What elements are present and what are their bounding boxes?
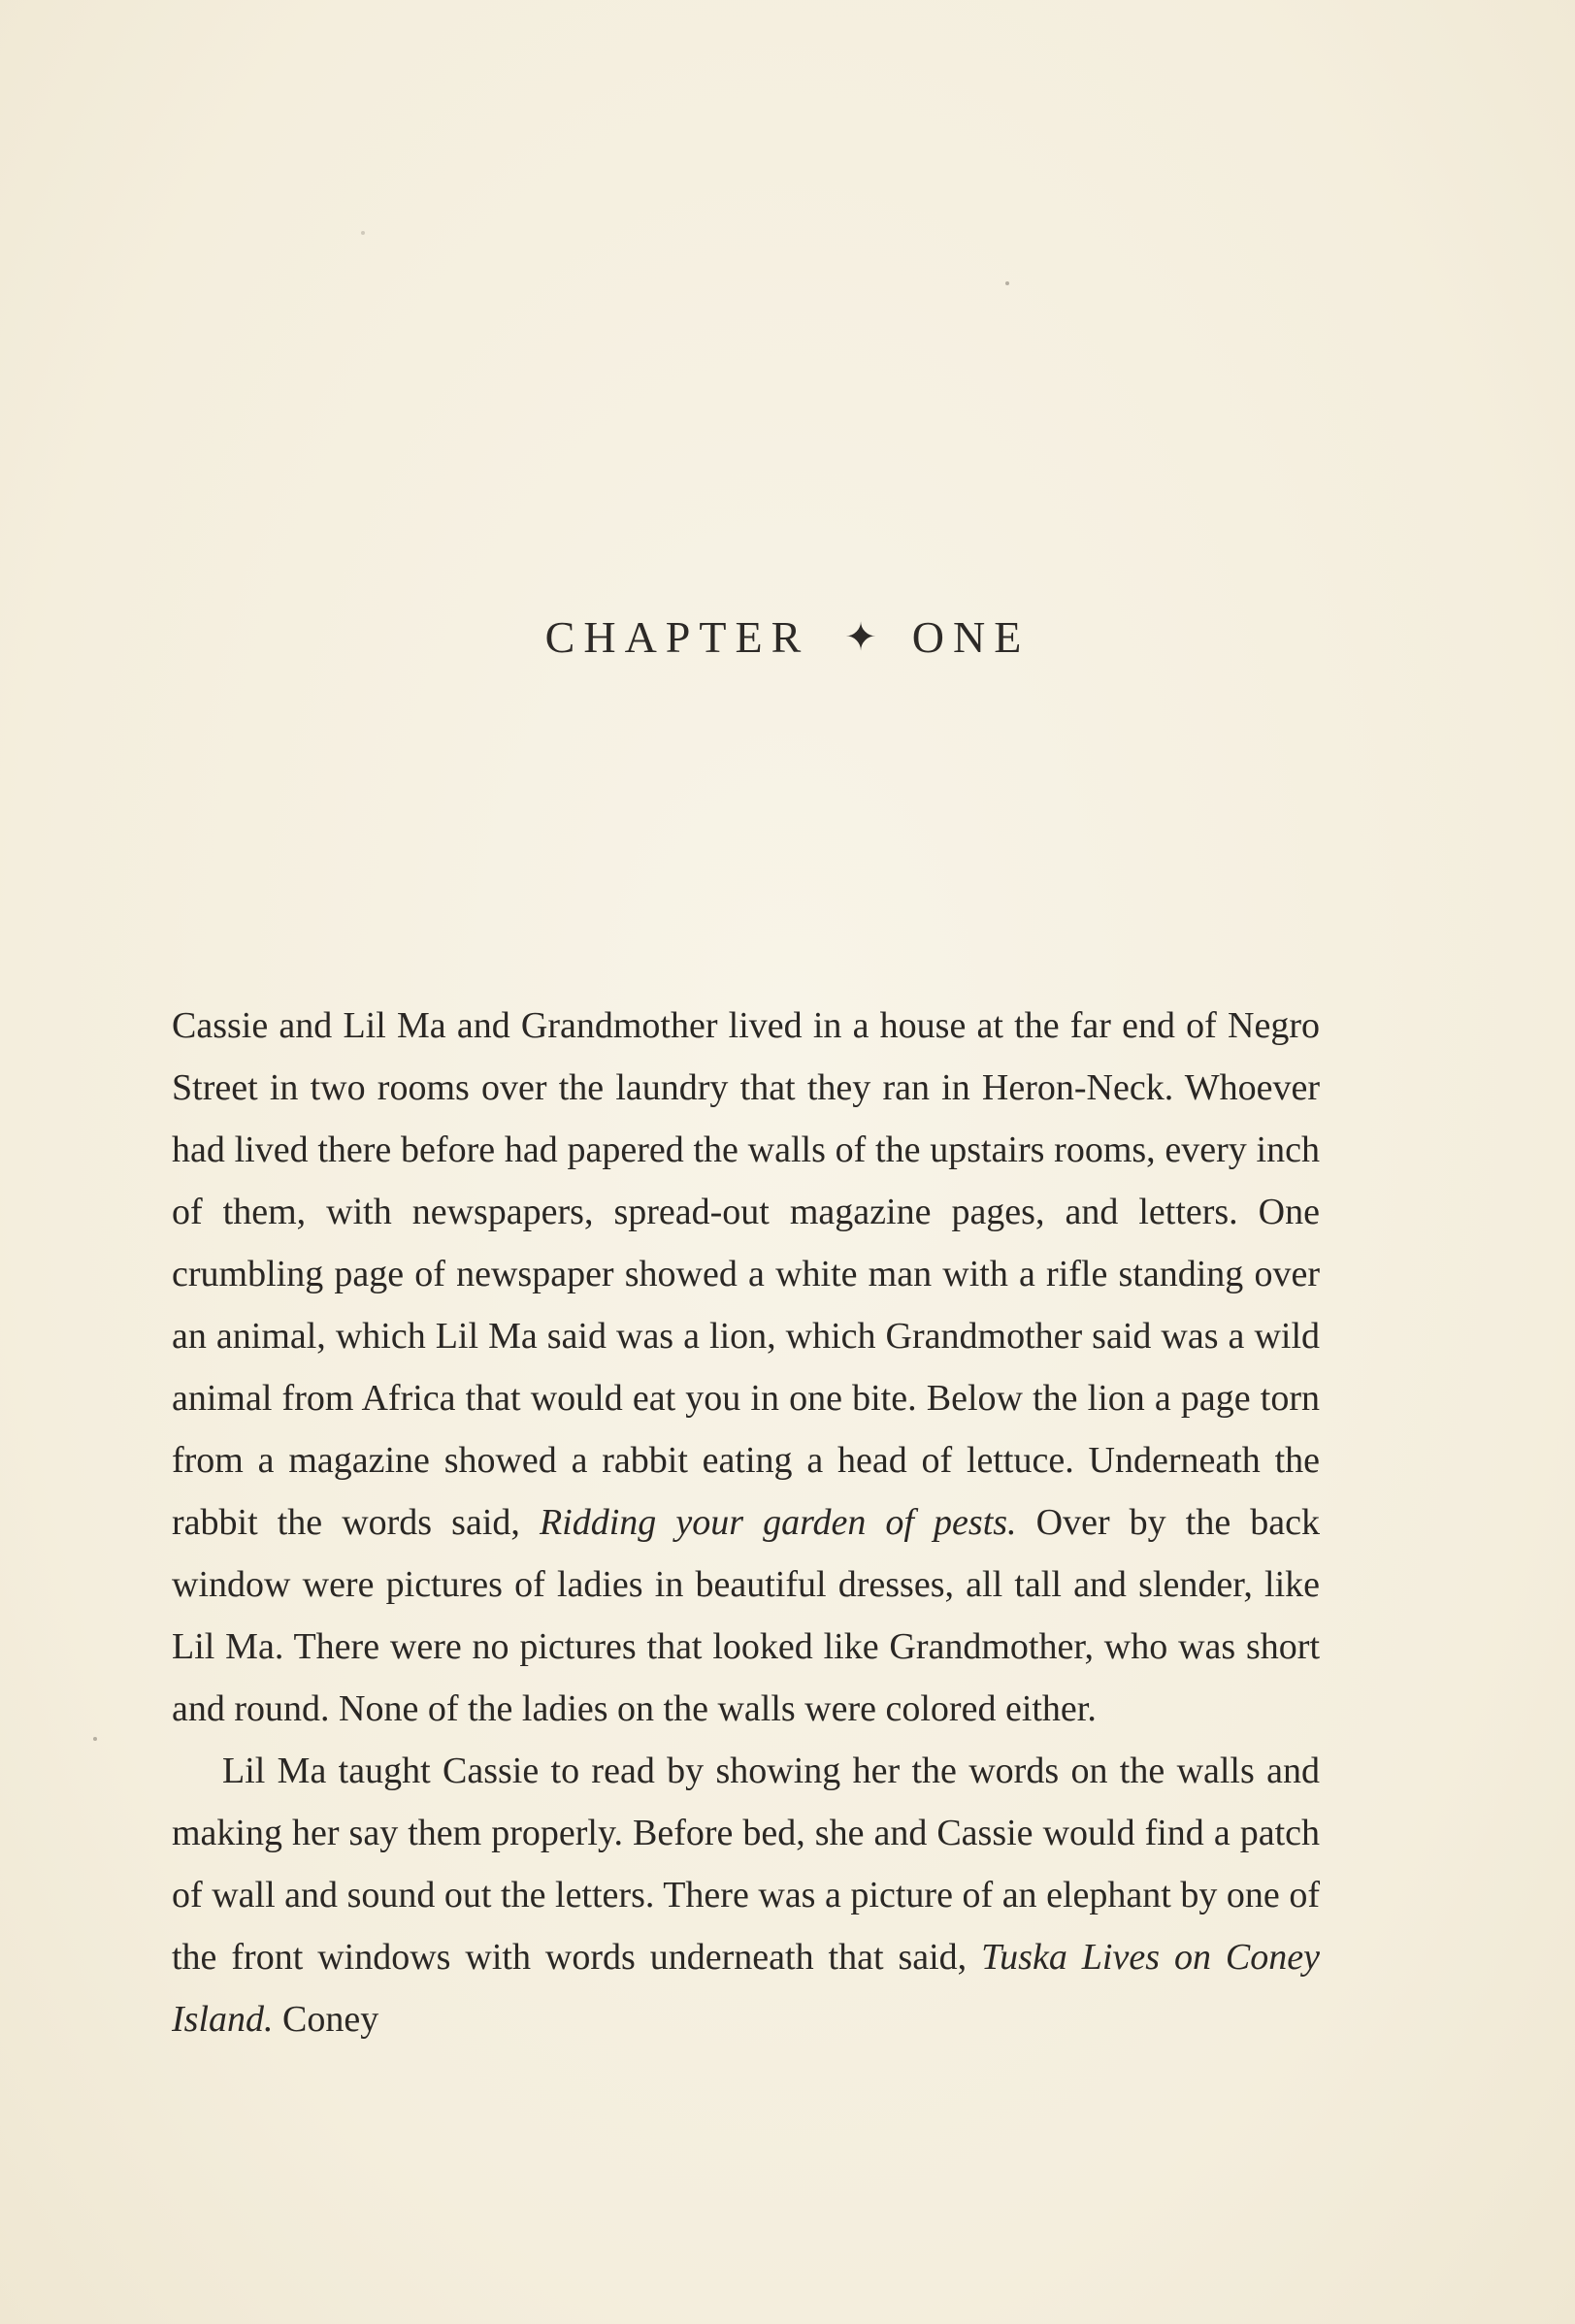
paragraph [172,1740,1320,2050]
chapter-heading [0,611,1575,663]
page-speck [93,1737,97,1741]
chapter-word: CHAPTER [544,612,810,662]
page-speck [1005,281,1009,285]
chapter-body [172,995,1320,2050]
chapter-number: ONE [911,612,1031,662]
text-run: Cassie and Lil Ma and Grandmother lived in a house at the far end of Negro Street in two rooms over the laundry that they ran in Heron-Neck. Whoever had lived there before had papered the walls of the upstairs rooms, every inch of them, with newspapers, spread-out magazine pages, and letters. One crumbling page of newspaper showed a white man with a rifle standing over an animal, which Lil Ma said was a lion, which Grandmother said was a wild animal from Africa that would eat you in one bite. Below the lion a page torn from a magazine showed a rabbit eating a head of lettuce. Underneath the rabbit the words said, [172,1005,1320,1543]
text-run: Lil Ma taught Cassie to read by showing her the words on the walls and making her say them properly. Before bed, she and Cassie would find a patch of wall and sound out the letters. There was a picture of an elephant by one of the front windows with words underneath that said, [172,1751,1320,1978]
italic-text-run: Ridding your garden of pests. [539,1502,1017,1543]
star-ornament-icon: ✦ [844,615,877,659]
paragraph [172,995,1320,1740]
text-run: Coney [273,1999,379,2040]
text-run: Over by the back window were pictures of ladies in beautiful dresses, all tall and slender, like Lil Ma. There were no pictures that looked like Grandmother, who was short and round. None of the ladies on the walls were colored either. [172,1502,1320,1729]
page-speck [361,231,365,235]
italic-text-run: Tuska Lives on Coney Island. [172,1937,1320,2040]
